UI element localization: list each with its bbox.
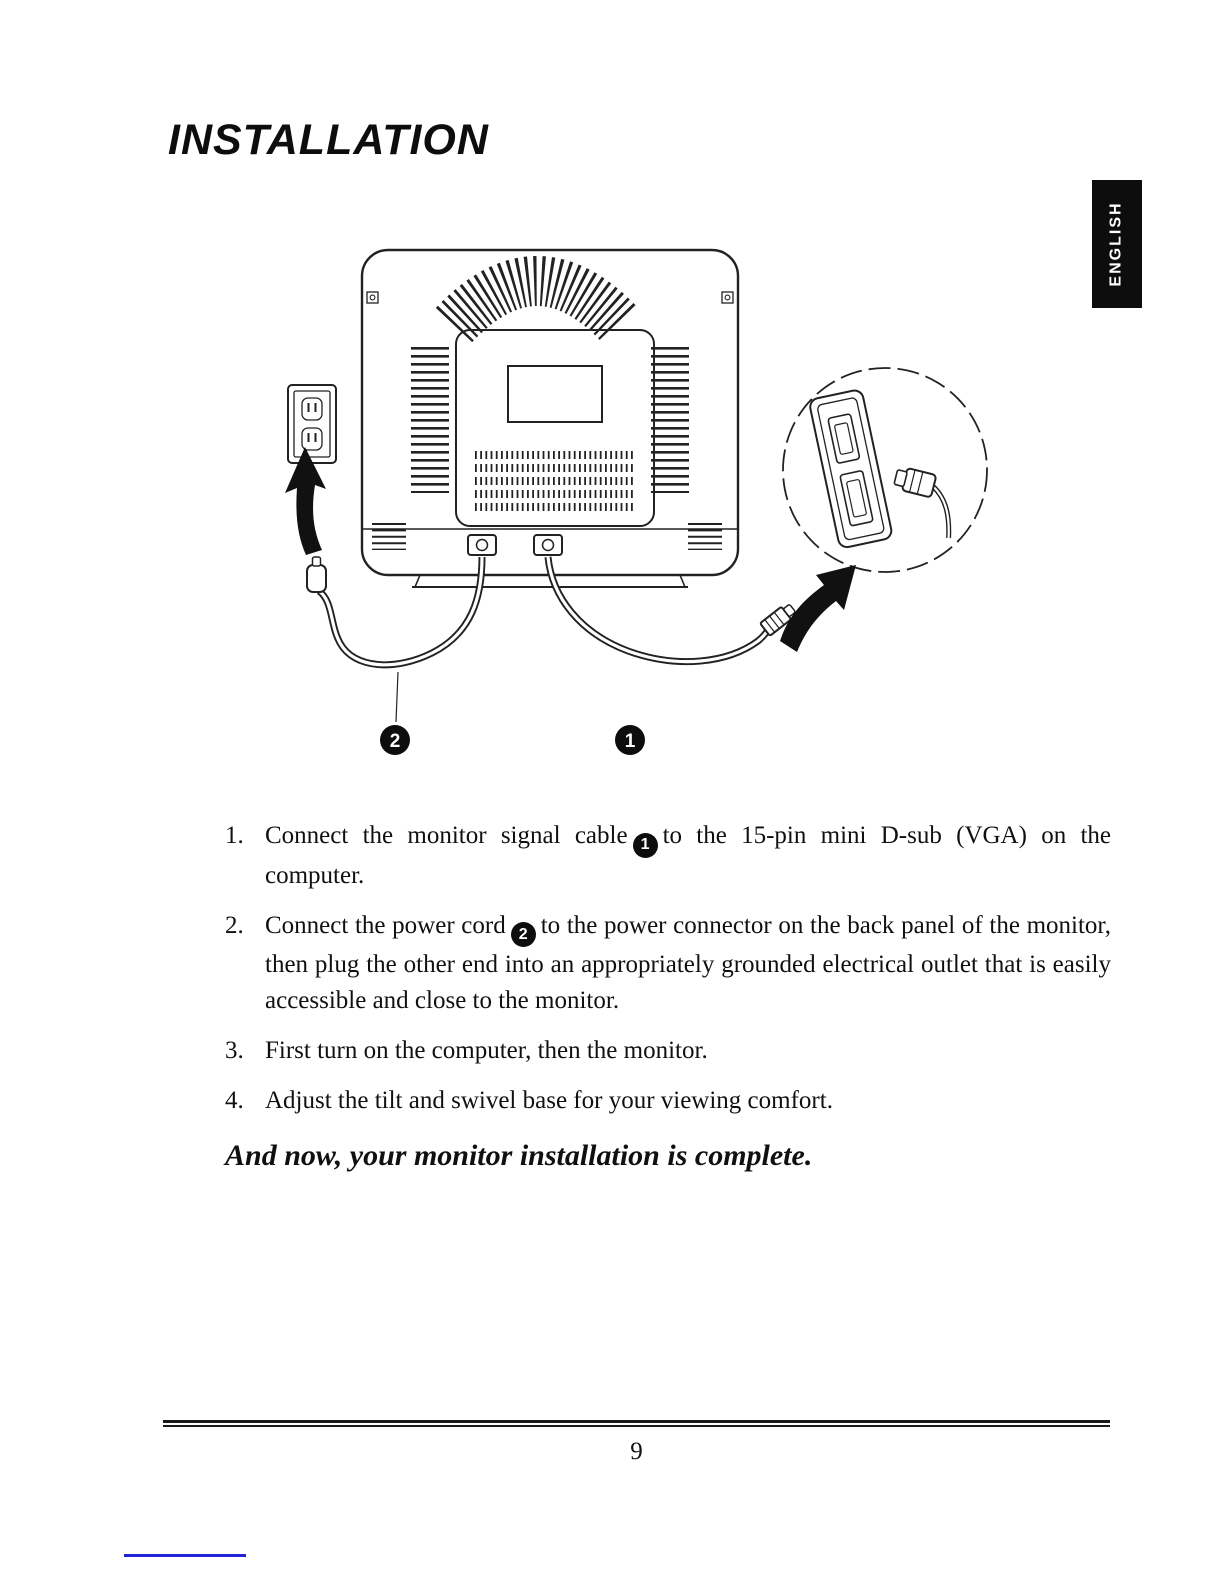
vent-grid (475, 455, 635, 507)
scan-artifact-line (124, 1554, 246, 1557)
step-3-text: First turn on the computer, then the monitor. (265, 1037, 708, 1064)
installation-figure (250, 235, 1020, 775)
step-1-text-pre: Connect the monitor signal cable (265, 822, 628, 849)
power-outlet-icon (288, 385, 336, 463)
step-number: 1. (225, 822, 244, 849)
footer-double-rule (163, 1420, 1110, 1427)
step-4-text: Adjust the tilt and swivel base for your viewing comfort. (265, 1087, 833, 1114)
power-plug-icon (307, 565, 326, 592)
step-2-text-pre: Connect the power cord (265, 911, 506, 939)
badge-leader-line (396, 672, 398, 722)
step-text (265, 908, 1111, 1020)
figure-badges (380, 725, 645, 755)
fan-grille-icon (454, 281, 620, 325)
step-number: 4. (225, 1087, 244, 1114)
language-tab-label: ENGLISH (1108, 201, 1125, 287)
signal-cable (548, 557, 797, 662)
installation-diagram (250, 235, 1020, 775)
closing-statement: And now, your monitor installation is complete. (225, 1139, 813, 1172)
instruction-step-1 (225, 818, 1111, 894)
instruction-step-2 (225, 908, 1111, 1020)
page-number: 9 (630, 1438, 643, 1465)
page-title: INSTALLATION (168, 116, 489, 164)
instruction-list (225, 818, 1111, 1119)
step-number: 2. (225, 911, 244, 939)
power-connector-port (468, 535, 496, 555)
signal-connector-port (534, 535, 562, 555)
monitor-rear-illustration (362, 250, 738, 587)
instruction-text-block (225, 818, 1111, 1173)
step-1-text-post: to the 15-pin mini D-sub (VGA) on the computer. (265, 822, 1112, 889)
step-text (265, 1083, 1111, 1119)
language-tab (1092, 180, 1142, 308)
instruction-step-3 (225, 1033, 1111, 1069)
step-text (265, 1033, 1111, 1069)
step-2-badge-icon: 2 (511, 922, 536, 947)
magnified-detail-circle (783, 368, 987, 572)
step-1-badge-icon: 1 (633, 833, 658, 858)
step-2-text-post: to the power connector on the back panel of the monitor, then plug the other end into an appropriately grounded electrical outlet that is easily accessible and close to the monitor. (265, 911, 1111, 1014)
power-cord (307, 557, 482, 722)
signal-cable-badge: 1 (624, 731, 636, 752)
step-text (265, 818, 1111, 894)
instruction-step-4 (225, 1083, 1111, 1119)
step-number: 3. (225, 1037, 244, 1064)
power-cord-badge: 2 (389, 731, 401, 752)
